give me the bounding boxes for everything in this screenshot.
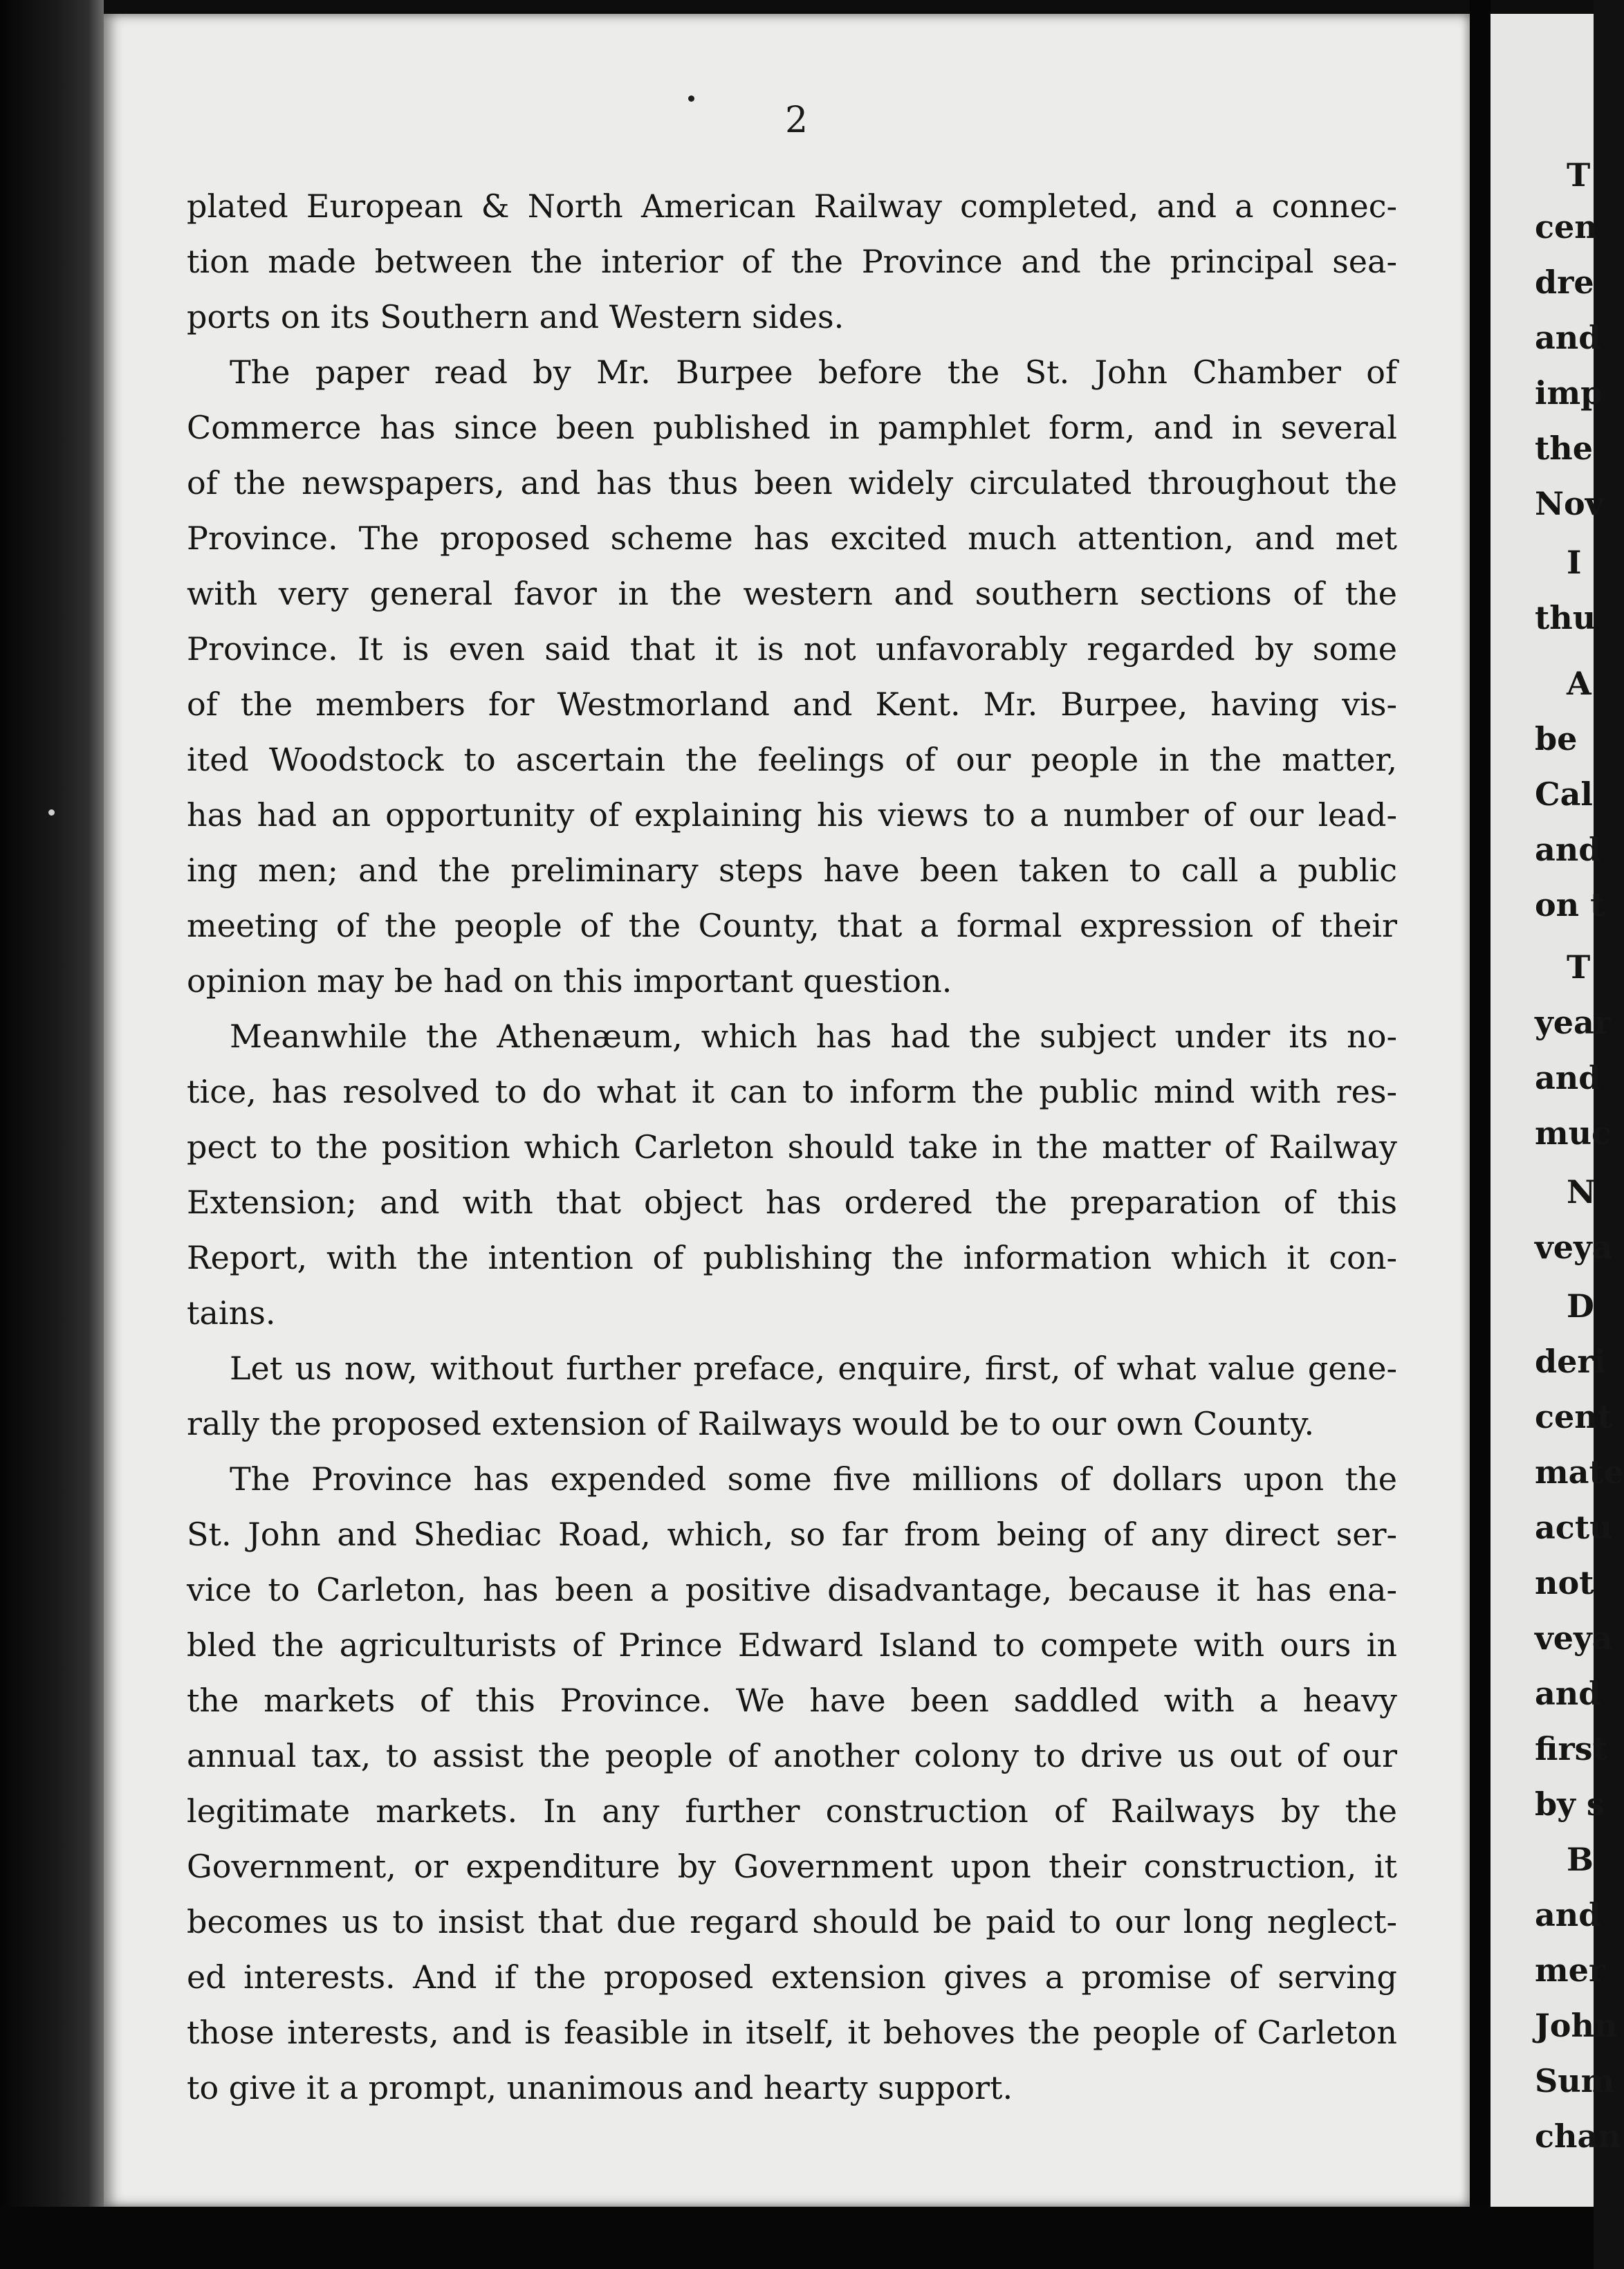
text-line: of the members for Westmorland and Kent. Mr. Burpee, having vis-	[187, 686, 1397, 723]
adjacent-page-fragment: D	[1567, 1287, 1594, 1325]
text-line: legitimate markets. In any further construction of Railways by the	[187, 1792, 1397, 1830]
adjacent-page-fragment: first	[1535, 1730, 1607, 1767]
text-line: ing men; and the preliminary steps have been taken to call a public	[187, 852, 1397, 889]
adjacent-page-fragment: veya	[1535, 1229, 1613, 1266]
ink-speck	[688, 95, 694, 102]
adjacent-page-fragment: imp	[1535, 374, 1603, 412]
text-line: Report, with the intention of publishing the information which it con-	[187, 1239, 1397, 1276]
adjacent-page-fragment: B	[1567, 1841, 1594, 1878]
adjacent-page-fragment: be	[1535, 720, 1578, 757]
adjacent-page-fragment: Cal	[1535, 775, 1593, 813]
text-line: ports on its Southern and Western sides.	[187, 298, 845, 336]
adjacent-page-fragment: Sum	[1535, 2062, 1615, 2100]
page-number: 2	[785, 100, 809, 141]
text-line: the markets of this Province. We have been saddled with a heavy	[187, 1682, 1397, 1719]
text-line: pect to the position which Carleton should take in the matter of Railway	[187, 1128, 1397, 1166]
ink-speck	[48, 809, 55, 816]
paragraph	[187, 1341, 1397, 1451]
adjacent-page-fragment: chan	[1535, 2118, 1621, 2155]
adjacent-page-fragment: I	[1567, 544, 1582, 581]
adjacent-page-fragment: mate	[1535, 1453, 1624, 1491]
text-line: Let us now, without further preface, enquire, first, of what value gene-	[230, 1350, 1397, 1387]
left-scan-border	[0, 0, 104, 2269]
text-line: Commerce has since been published in pamphlet form, and in several	[187, 409, 1397, 446]
adjacent-page-fragment: veya	[1535, 1619, 1613, 1657]
text-line: The Province has expended some five millions of dollars upon the	[230, 1460, 1397, 1498]
adjacent-page-strip	[1491, 14, 1624, 2207]
text-line: ed interests. And if the proposed extension gives a promise of serving	[187, 1958, 1397, 1996]
paragraph	[187, 1009, 1397, 1341]
text-line: becomes us to insist that due regard should be paid to our long neglect-	[187, 1903, 1397, 1940]
text-line: Government, or expenditure by Government upon their construction, it	[187, 1848, 1397, 1885]
text-line: tice, has resolved to do what it can to inform the public mind with res-	[187, 1073, 1397, 1110]
text-line: bled the agriculturists of Prince Edward Island to compete with ours in	[187, 1626, 1397, 1664]
adjacent-page-fragment: and	[1535, 831, 1601, 868]
adjacent-page-fragment: dre	[1535, 264, 1594, 301]
adjacent-page-fragment: and	[1535, 1059, 1601, 1096]
adjacent-page-fragment: not	[1535, 1564, 1594, 1601]
adjacent-page-fragment: N	[1567, 1173, 1596, 1211]
adjacent-page-fragment: cen	[1535, 208, 1598, 246]
text-line: meeting of the people of the County, that a formal expression of their	[187, 907, 1397, 944]
text-line: Extension; and with that object has ordered the preparation of this	[187, 1184, 1397, 1221]
adjacent-page-fragment: A	[1567, 665, 1591, 702]
text-line: vice to Carleton, has been a positive disadvantage, because it has ena-	[187, 1571, 1397, 1608]
adjacent-page-fragment: year	[1535, 1004, 1612, 1041]
adjacent-page-fragment: thu	[1535, 599, 1596, 636]
text-line: of the newspapers, and has thus been widely circulated throughout the	[187, 464, 1397, 502]
adjacent-page-fragment: and	[1535, 1896, 1601, 1933]
text-line: has had an opportunity of explaining his views to a number of our lead-	[187, 796, 1397, 834]
paragraph	[187, 345, 1397, 1009]
text-line: rally the proposed extension of Railways would be to our own County.	[187, 1405, 1315, 1442]
adjacent-page-fragment: muc	[1535, 1114, 1612, 1152]
text-line: opinion may be had on this important question.	[187, 962, 952, 1000]
text-line: The paper read by Mr. Burpee before the St. John Chamber of	[230, 353, 1397, 391]
paragraph	[187, 178, 1397, 345]
text-line: with very general favor in the western and southern sections of the	[187, 575, 1397, 612]
adjacent-page-fragment: mer	[1535, 1951, 1606, 1989]
text-line: tains.	[187, 1294, 276, 1332]
bottom-scan-border	[0, 2207, 1594, 2269]
adjacent-page-fragment: cent	[1535, 1398, 1612, 1435]
adjacent-page-fragment: and	[1535, 1675, 1601, 1712]
text-line: Province. It is even said that it is not unfavorably regarded by some	[187, 630, 1397, 668]
adjacent-page-fragment: John	[1535, 2007, 1618, 2044]
text-line: ited Woodstock to ascertain the feelings of our people in the matter,	[187, 741, 1397, 778]
text-line: plated European & North American Railway completed, and a connec-	[187, 187, 1397, 225]
page-gutter	[1470, 0, 1491, 2269]
adjacent-page-fragment: T	[1567, 156, 1591, 194]
adjacent-page-fragment: and	[1535, 319, 1601, 356]
adjacent-page-fragment: Nov	[1535, 485, 1604, 522]
adjacent-page-fragment: by s	[1535, 1785, 1605, 1823]
text-line: Province. The proposed scheme has excited much attention, and met	[187, 520, 1397, 557]
text-line: annual tax, to assist the people of another colony to drive us out of our	[187, 1737, 1397, 1774]
text-line: to give it a prompt, unanimous and hearty support.	[187, 2069, 1013, 2106]
text-line: tion made between the interior of the Province and the principal sea-	[187, 243, 1397, 280]
adjacent-page-fragment: actu	[1535, 1509, 1613, 1546]
adjacent-page-fragment: on t	[1535, 886, 1605, 924]
adjacent-page-fragment: T	[1567, 948, 1591, 986]
body-text	[187, 178, 1397, 2115]
text-line: Meanwhile the Athenæum, which has had the subject under its no-	[230, 1018, 1397, 1055]
paragraph	[187, 1451, 1397, 2115]
text-line: St. John and Shediac Road, which, so far from being of any direct ser-	[187, 1516, 1397, 1553]
adjacent-page-fragment: the	[1535, 430, 1593, 467]
text-line: those interests, and is feasible in itself, it behoves the people of Carleton	[187, 2014, 1397, 2051]
adjacent-page-fragment: deri	[1535, 1343, 1607, 1380]
